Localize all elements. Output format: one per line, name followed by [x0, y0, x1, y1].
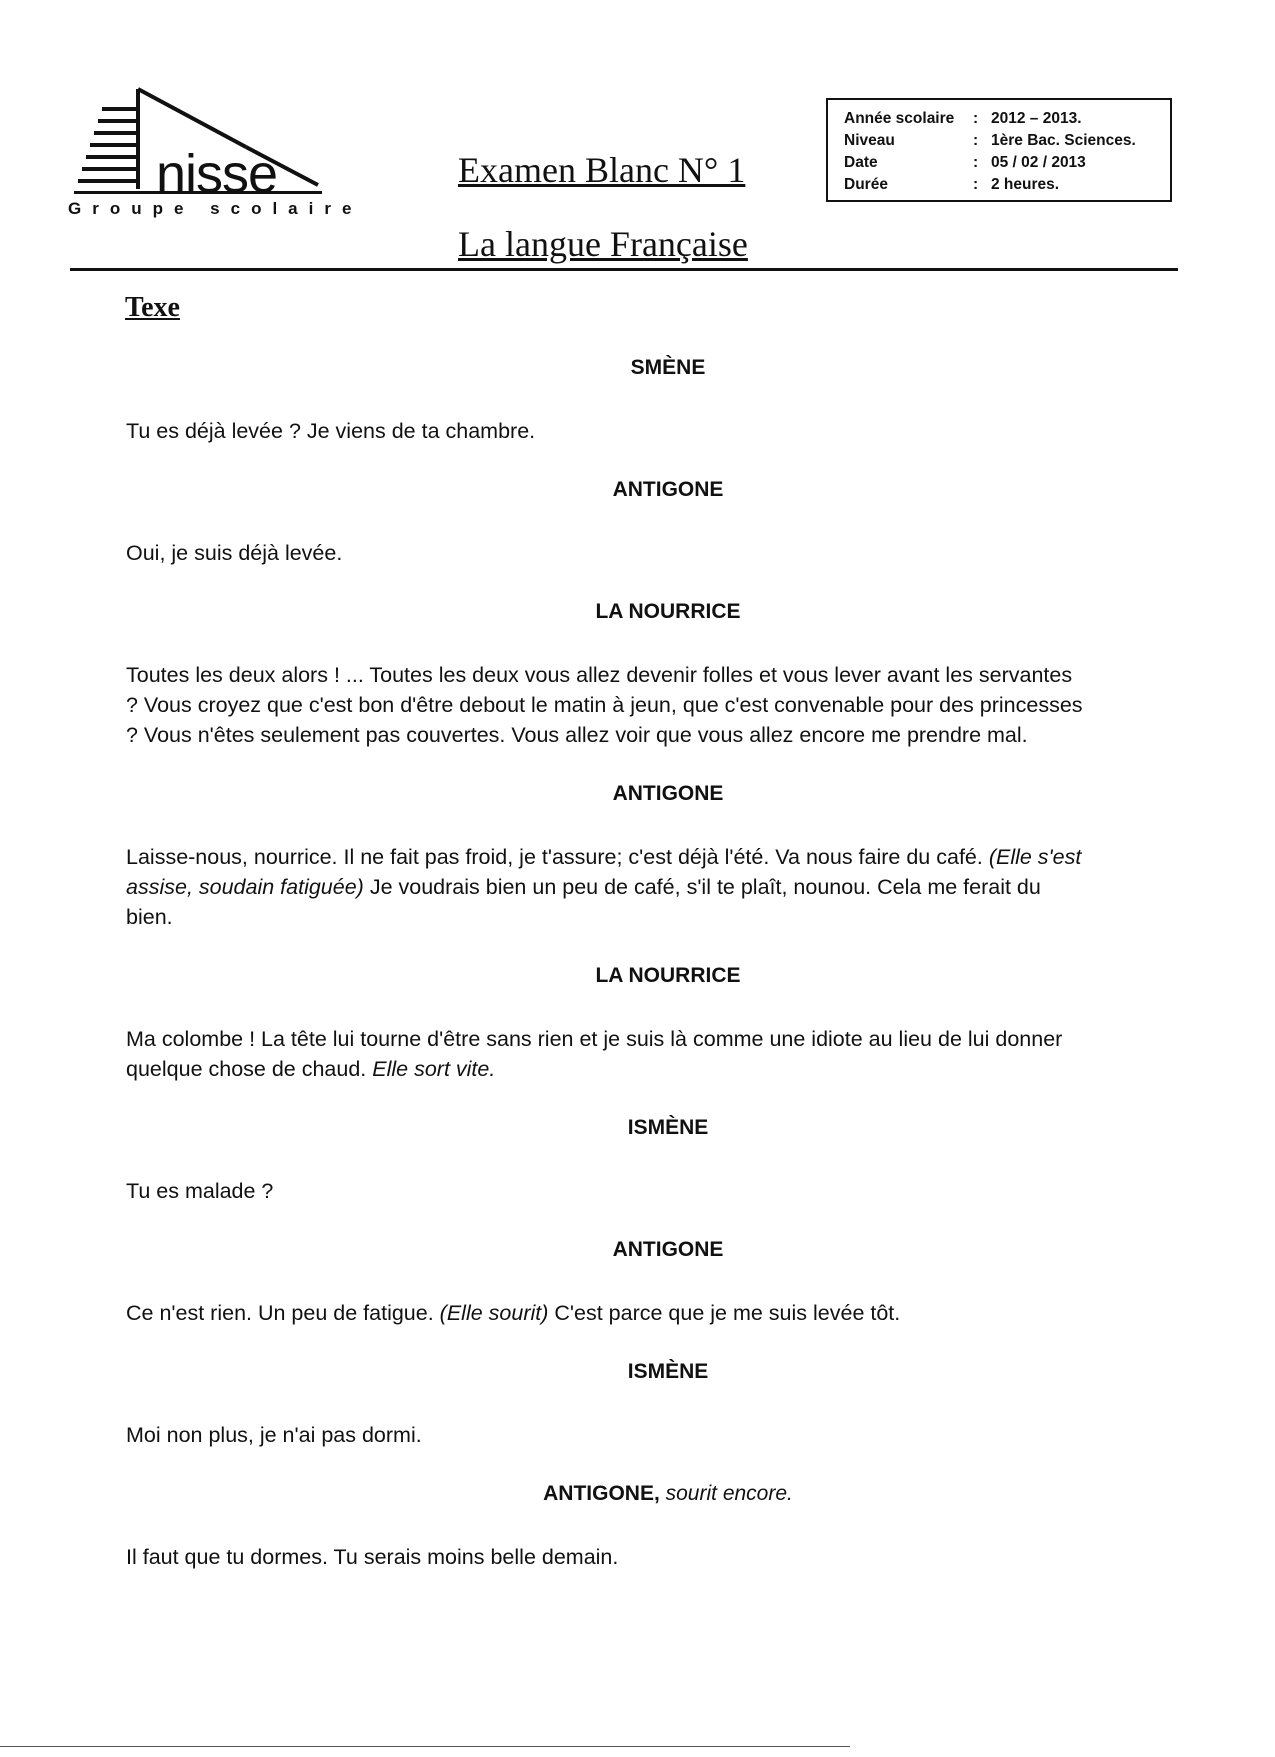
- speaker-label: ANTIGONE: [612, 478, 724, 501]
- dialogue-entry: [126, 1114, 1086, 1206]
- info-separator: :: [973, 132, 979, 149]
- info-separator: :: [973, 110, 979, 127]
- speaker-name: [126, 780, 1086, 808]
- speaker-name: [126, 1480, 1086, 1508]
- line-text: Il faut que tu dormes. Tu serais moins belle demain.: [126, 1545, 619, 1569]
- speaker-label: ANTIGONE,: [543, 1482, 660, 1505]
- logo-subtitle: Groupe scolaire: [68, 199, 363, 218]
- exam-subject: La langue Française: [458, 224, 748, 264]
- info-row-year: [828, 108, 1170, 130]
- exam-title: Examen Blanc N° 1: [458, 150, 746, 190]
- line-text: Tu es déjà levée ? Je viens de ta chambre.: [126, 419, 536, 443]
- exam-info-box: [826, 98, 1172, 202]
- info-row-duration: [828, 174, 1170, 196]
- line-text: Toutes les deux alors ! ... Toutes les deux vous allez devenir folles et vous lever avant les servantes ? Vous croyez que c'est bon d'être debout le matin à jeun, que c'est convenable pour des princesses ? Vous n'êtes seulement pas couvertes. Vous allez voir que vous allez encore me prendre mal.: [126, 663, 1083, 747]
- speaker-name: [126, 1236, 1086, 1264]
- speaker-name: [126, 354, 1086, 382]
- dialogue-line: [126, 1542, 1086, 1572]
- dialogue-line: [126, 1420, 1086, 1450]
- dialogue-entry: [126, 476, 1086, 568]
- info-value: 1ère Bac. Sciences.: [991, 132, 1136, 149]
- speaker-name: [126, 1358, 1086, 1386]
- speaker-label: ANTIGONE: [612, 782, 724, 805]
- info-label: Date: [844, 154, 878, 171]
- header-divider: [70, 268, 1178, 271]
- dialogue-entry: [126, 598, 1086, 750]
- dialogue-line: [126, 416, 1086, 446]
- speaker-label: LA NOURRICE: [595, 964, 741, 987]
- line-text: Tu es malade ?: [126, 1179, 274, 1203]
- dialogue-entry: [126, 780, 1086, 932]
- dialogue-line: [126, 660, 1086, 750]
- info-value: 05 / 02 / 2013: [991, 154, 1086, 171]
- dialogue-line: [126, 1024, 1086, 1084]
- line-text: Oui, je suis déjà levée.: [126, 541, 343, 565]
- speaker-name: [126, 1114, 1086, 1142]
- speaker-label: ANTIGONE: [612, 1238, 724, 1261]
- dialogue-line: [126, 1298, 1086, 1328]
- stage-direction: (Elle s'est assise, soudain fatiguée): [126, 845, 1082, 899]
- dialogue-entry: [126, 354, 1086, 446]
- dialogue-line: [126, 842, 1086, 932]
- info-label: Niveau: [844, 132, 895, 149]
- stage-direction: Elle sort vite.: [372, 1057, 496, 1081]
- stage-direction: (Elle sourit): [439, 1301, 549, 1325]
- line-text: Ma colombe ! La tête lui tourne d'être sans rien et je suis là comme une idiote au lieu de lui donner quelque chose de chaud.: [126, 1027, 1063, 1081]
- dialogue-entry: [126, 1358, 1086, 1450]
- footer-divider: [0, 1746, 850, 1747]
- speaker-label: ISMÈNE: [627, 1360, 709, 1383]
- line-text: Moi non plus, je n'ai pas dormi.: [126, 1423, 422, 1447]
- dialogue-entry: [126, 962, 1086, 1084]
- dialogue-line: [126, 538, 1086, 568]
- line-text: Ce n'est rien. Un peu de fatigue.: [126, 1301, 440, 1325]
- speaker-name: [126, 962, 1086, 990]
- info-label: Durée: [844, 176, 888, 193]
- dialogue-text: [126, 354, 1086, 1602]
- dialogue-line: [126, 1176, 1086, 1206]
- speaker-label: ISMÈNE: [627, 1116, 709, 1139]
- logo-wordmark: nisse: [156, 144, 278, 204]
- speaker-label: SMÈNE: [630, 356, 706, 379]
- speaker-label: LA NOURRICE: [595, 600, 741, 623]
- school-logo: [68, 85, 368, 218]
- info-label: Année scolaire: [844, 110, 955, 127]
- speaker-stage-direction: sourit encore.: [659, 1482, 793, 1505]
- dialogue-entry: [126, 1480, 1086, 1572]
- line-text: Laisse-nous, nourrice. Il ne fait pas froid, je t'assure; c'est déjà l'été. Va nous faire du café.: [126, 845, 989, 869]
- info-value: 2 heures.: [991, 176, 1060, 193]
- info-row-date: [828, 152, 1170, 174]
- dialogue-entry: [126, 1236, 1086, 1328]
- speaker-name: [126, 598, 1086, 626]
- section-title: Texe: [125, 292, 180, 323]
- info-row-level: [828, 130, 1170, 152]
- speaker-name: [126, 476, 1086, 504]
- info-separator: :: [973, 154, 979, 171]
- line-text: C'est parce que je me suis levée tôt.: [548, 1301, 901, 1325]
- line-text: Je voudrais bien un peu de café, s'il te plaît, nounou. Cela me ferait du bien.: [126, 875, 1041, 929]
- info-value: 2012 – 2013.: [991, 110, 1082, 127]
- info-separator: :: [973, 176, 979, 193]
